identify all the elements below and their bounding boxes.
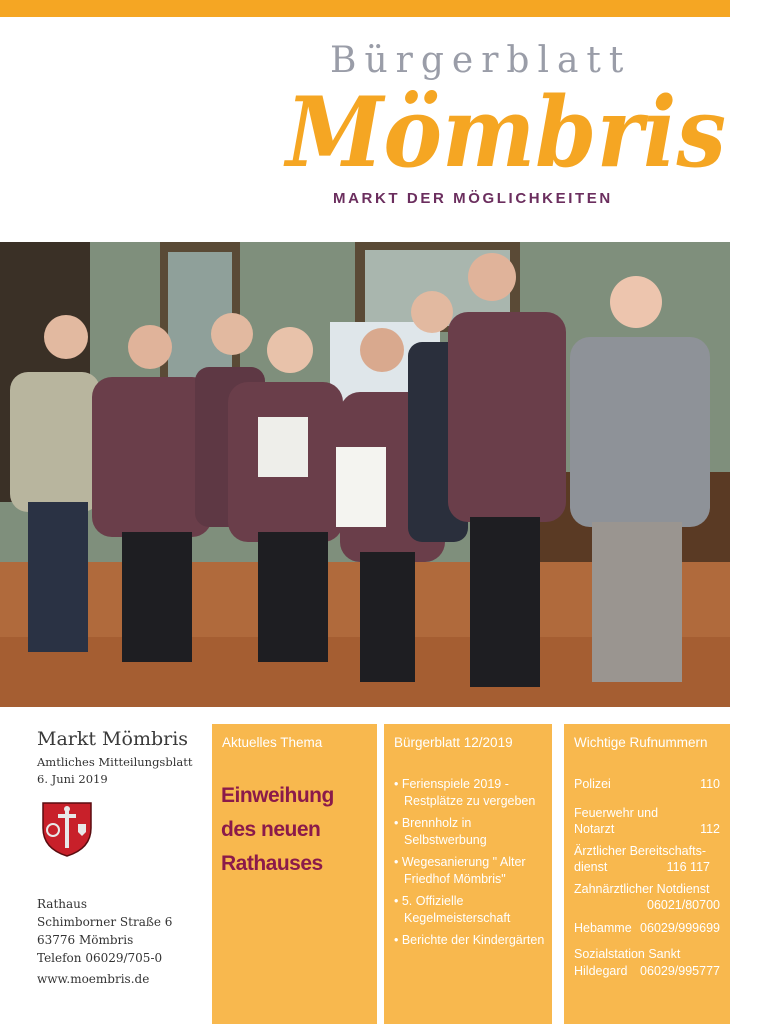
list-item[interactable]: • Berichte der Kindergärten	[394, 933, 545, 947]
website-link[interactable]: www.moembris.de	[37, 972, 150, 986]
publisher-title: Markt Mömbris	[37, 728, 189, 750]
number-entry-fire	[574, 805, 720, 838]
list-item[interactable]: • 5. Offizielle Kegelmeisterschaft	[394, 894, 511, 925]
number-entry-midwife	[574, 920, 720, 937]
publisher-subtitle	[37, 754, 207, 788]
number-label: Hebamme	[574, 920, 632, 935]
number-entry-police	[574, 776, 720, 793]
address-block	[37, 895, 172, 967]
list-item[interactable]: • Wegesanierung " Alter Friedhof Mömbris"	[394, 855, 526, 886]
contents-list	[394, 776, 546, 955]
panel-issue-contents	[384, 724, 552, 1024]
phone-number: 06029/995777	[640, 963, 720, 978]
masthead-kicker: Bürgerblatt	[330, 40, 632, 81]
phone-number: 112	[700, 822, 720, 836]
phone-number: 06029/999699	[640, 920, 720, 935]
number-entry-social-station	[574, 946, 720, 979]
number-label: Hildegard	[574, 963, 628, 978]
topic-line: Rathauses	[221, 852, 323, 875]
number-label: Zahnärztlicher Notdienst	[574, 881, 710, 896]
panel-heading: Bürgerblatt 12/2019	[394, 735, 513, 750]
numbers-list	[574, 776, 720, 984]
phone-number: 06021/80700	[647, 898, 720, 912]
list-item[interactable]: • Ferienspiele 2019 - Restplätze zu vergeben	[394, 777, 536, 808]
issue-date: 6. Juni 2019	[37, 772, 108, 786]
panel-heading: Wichtige Rufnummern	[574, 735, 708, 750]
panel-emergency-numbers	[564, 724, 730, 1024]
address-line: 63776 Mömbris	[37, 933, 134, 947]
address-line: Telefon 06029/705-0	[37, 951, 163, 965]
number-label: dienst	[574, 860, 608, 874]
coat-of-arms-icon	[40, 800, 94, 858]
brand-wordmark: Mömbris	[283, 78, 726, 188]
number-label: Polizei	[574, 777, 611, 791]
address-line: Rathaus	[37, 897, 88, 911]
subtitle-line: Amtliches Mitteilungsblatt	[37, 755, 193, 769]
phone-number: 110	[700, 777, 720, 791]
number-label: Notarzt	[574, 822, 615, 836]
number-label: Feuerwehr und	[574, 805, 659, 820]
top-accent-bar	[0, 0, 730, 17]
publisher-block	[37, 728, 207, 788]
panel-current-topic	[212, 724, 377, 1024]
list-item[interactable]: • Brennholz in Selbstwerbung	[394, 816, 487, 847]
topic-line: des neuen	[221, 818, 321, 841]
number-label: Sozialstation Sankt	[574, 947, 681, 961]
number-entry-doctor	[574, 843, 720, 876]
topic-line: Einweihung	[221, 784, 334, 807]
address-line: Schimborner Straße 6	[37, 915, 173, 929]
number-entry-dentist	[574, 881, 720, 914]
tagline: MARKT DER MÖGLICHKEITEN	[333, 190, 613, 207]
panel-heading: Aktuelles Thema	[222, 735, 323, 750]
cover-photo	[0, 242, 730, 707]
number-label: Ärztlicher Bereitschafts-	[574, 843, 706, 858]
topic-headline[interactable]	[221, 779, 334, 881]
phone-number: 116 117	[666, 860, 710, 874]
brand-logo	[282, 78, 730, 188]
